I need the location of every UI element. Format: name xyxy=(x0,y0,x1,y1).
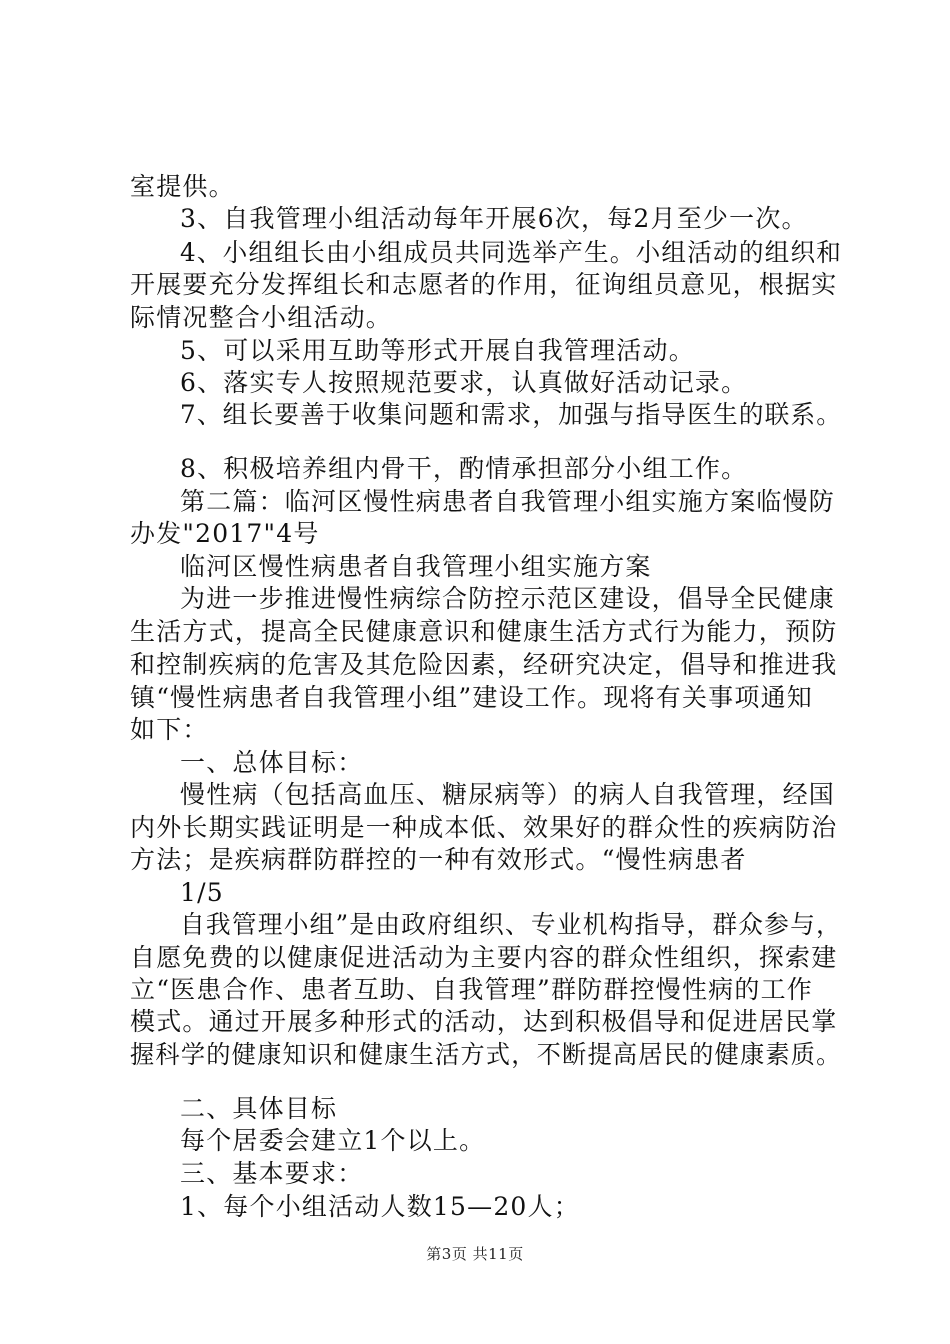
text-line: 和控制疾病的危害及其危险因素，经研究决定，倡导和推进我 xyxy=(130,650,838,679)
text-line: 如下： xyxy=(130,715,209,744)
text-line: 立“医患合作、患者互助、自我管理”群防群控慢性病的工作 xyxy=(130,975,813,1004)
text-line: 开展要充分发挥组长和志愿者的作用，征询组员意见，根据实 xyxy=(130,270,838,299)
text-line: 慢性病（包括高血压、糖尿病等）的病人自我管理，经国 xyxy=(180,780,836,809)
text-line: 3、自我管理小组活动每年开展6次，每2月至少一次。 xyxy=(180,204,808,233)
text-line: 室提供。 xyxy=(130,172,235,201)
text-line: 自愿免费的以健康促进活动为主要内容的群众性组织，探索建 xyxy=(130,943,838,972)
text-line: 8、积极培养组内骨干，酌情承担部分小组工作。 xyxy=(180,454,748,483)
text-line: 镇“慢性病患者自我管理小组”建设工作。现将有关事项通知 xyxy=(130,683,813,712)
text-line: 5、可以采用互助等形式开展自我管理活动。 xyxy=(180,336,695,365)
text-line: 7、组长要善于收集问题和需求，加强与指导医生的联系。 xyxy=(180,400,843,429)
text-line: 握科学的健康知识和健康生活方式，不断提高居民的健康素质。 xyxy=(130,1040,842,1069)
section-heading: 二、具体目标 xyxy=(180,1094,338,1123)
text-line: 模式。通过开展多种形式的活动，达到积极倡导和促进居民掌 xyxy=(130,1007,838,1036)
text-line: 自我管理小组”是由政府组织、专业机构指导，群众参与， xyxy=(180,910,842,939)
section-heading: 第二篇：临河区慢性病患者自我管理小组实施方案临慢防 xyxy=(180,487,836,516)
section-heading: 三、基本要求： xyxy=(180,1159,364,1188)
text-line: 方法；是疾病群防群控的一种有效形式。“慢性病患者 xyxy=(130,845,747,874)
section-heading: 办发"2017"4号 xyxy=(130,519,320,548)
text-line: 为进一步推进慢性病综合防控示范区建设，倡导全民健康 xyxy=(180,584,836,613)
page-footer: 第3页 共11页 xyxy=(426,1245,524,1263)
text-line: 6、落实专人按照规范要求，认真做好活动记录。 xyxy=(180,368,748,397)
inline-page-number: 1/5 xyxy=(180,878,224,907)
text-line: 每个居委会建立1个以上。 xyxy=(180,1126,486,1155)
text-line: 1、每个小组活动人数15—20人； xyxy=(180,1192,580,1221)
text-line: 生活方式，提高全民健康意识和健康生活方式行为能力，预防 xyxy=(130,617,838,646)
text-line: 4、小组组长由小组成员共同选举产生。小组活动的组织和 xyxy=(180,238,843,267)
text-line: 内外长期实践证明是一种成本低、效果好的群众性的疾病防治 xyxy=(130,813,838,842)
document-title: 临河区慢性病患者自我管理小组实施方案 xyxy=(180,552,652,581)
text-line: 际情况整合小组活动。 xyxy=(130,303,393,332)
section-heading: 一、总体目标： xyxy=(180,748,364,777)
